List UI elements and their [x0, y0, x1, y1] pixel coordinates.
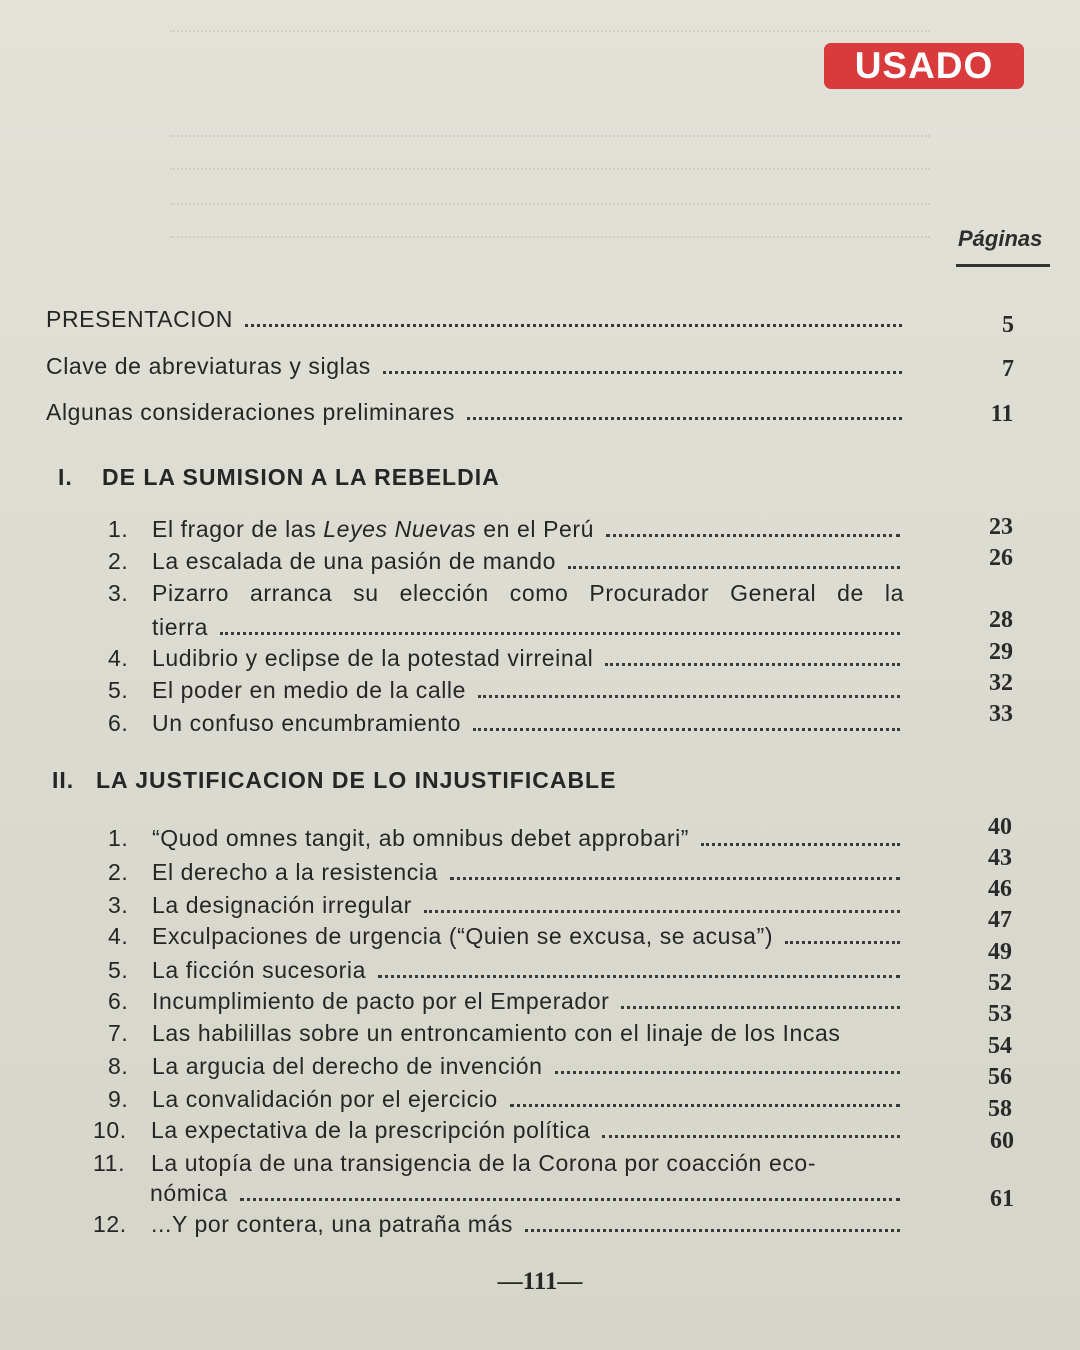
entry-title-part: en el Perú [476, 516, 595, 542]
toc-entry [108, 988, 904, 1015]
toc-page-number: 26 [989, 545, 1013, 571]
entry-title: El poder en medio de la calle [152, 677, 467, 703]
toc-page-number: 54 [988, 1033, 1012, 1059]
dot-leader [240, 1198, 900, 1201]
toc-page-number: 60 [990, 1128, 1014, 1154]
toc-entry-presentacion [46, 306, 906, 333]
toc-page-number: 5 [1002, 312, 1014, 338]
entry-number: 1. [108, 516, 129, 542]
entry-number: 3. [108, 580, 129, 606]
dot-leader [606, 534, 900, 537]
toc-entry [108, 892, 904, 919]
entry-title: ...Y por contera, una patraña más [151, 1211, 514, 1237]
entry-number: 5. [108, 957, 129, 983]
toc-entry [108, 548, 904, 575]
toc-page-number: 40 [988, 814, 1012, 840]
toc-entry-clave [46, 353, 906, 380]
dot-leader [383, 371, 902, 374]
toc-page-number: 33 [989, 701, 1013, 727]
entry-number: 7. [108, 1020, 129, 1046]
entry-number: 8. [108, 1053, 129, 1079]
toc-entry [93, 1211, 904, 1238]
toc-entry [108, 1086, 904, 1113]
entry-number: 2. [108, 548, 129, 574]
entry-title [152, 516, 594, 543]
chapter-numeral: I. [58, 464, 73, 490]
entry-title: Pizarro arranca su elección como Procurador General de la [152, 580, 904, 606]
entry-title: Ludibrio y eclipse de la potestad virreinal [152, 645, 594, 671]
entry-number: 4. [108, 645, 129, 671]
dot-leader [510, 1104, 900, 1107]
toc-entry [108, 957, 904, 984]
toc-page-number: 49 [988, 939, 1012, 965]
toc-entry-continuation [150, 1180, 904, 1207]
dot-leader [621, 1006, 900, 1009]
entry-number: 11. [93, 1150, 126, 1176]
toc-entry [108, 1053, 904, 1080]
entry-title-continuation: nómica [150, 1180, 228, 1206]
entry-title: La ficción sucesoria [152, 957, 366, 983]
chapter-title: DE LA SUMISION A LA REBELDIA [102, 464, 500, 490]
toc-page-number: 53 [988, 1001, 1012, 1027]
pages-column-label: Páginas [958, 226, 1043, 251]
dot-leader [378, 975, 900, 978]
entry-number: 4. [108, 923, 129, 949]
dot-leader [602, 1135, 900, 1138]
entry-title: La designación irregular [152, 892, 412, 918]
toc-page-number: 61 [990, 1186, 1014, 1212]
toc-page-number: 47 [988, 907, 1012, 933]
dot-leader [424, 910, 900, 913]
entry-number: 1. [108, 825, 129, 851]
bleed-through-texture [60, 0, 1060, 250]
entry-number: 9. [108, 1086, 129, 1112]
chapter-heading-1 [58, 464, 500, 491]
toc-entry [108, 825, 904, 852]
chapter-heading-2 [52, 767, 616, 794]
toc-page-number: 46 [988, 876, 1012, 902]
toc-entry [108, 580, 904, 607]
dot-leader [701, 843, 900, 846]
entry-number: 6. [108, 988, 129, 1014]
used-badge: USADO [824, 43, 1024, 89]
toc-entry [108, 516, 904, 543]
toc-page-number: 32 [989, 670, 1013, 696]
dot-leader [220, 632, 900, 635]
folio-page-number: —111— [497, 1268, 583, 1295]
entry-title: Un confuso encumbramiento [152, 710, 462, 736]
toc-page-number: 52 [988, 970, 1012, 996]
dot-leader [450, 877, 900, 880]
entry-number: 5. [108, 677, 129, 703]
pages-column-underline [956, 264, 1050, 267]
toc-entry-consideraciones [46, 399, 906, 426]
toc-entry [108, 710, 904, 737]
toc-entry [108, 859, 904, 886]
toc-page-number: 56 [988, 1064, 1012, 1090]
entry-number: 2. [108, 859, 129, 885]
entry-title: “Quod omnes tangit, ab omnibus debet approbari” [152, 825, 690, 851]
toc-entry-title: Clave de abreviaturas y siglas [46, 353, 371, 379]
toc-page-number: 29 [989, 639, 1013, 665]
dot-leader [478, 695, 900, 698]
dot-leader [473, 728, 900, 731]
entry-number: 3. [108, 892, 129, 918]
dot-leader [245, 324, 902, 327]
toc-entry [108, 923, 904, 950]
entry-title: La convalidación por el ejercicio [152, 1086, 498, 1112]
dot-leader [605, 663, 900, 666]
entry-number: 10. [93, 1117, 127, 1143]
toc-entry [93, 1150, 904, 1177]
toc-page-number: 23 [989, 514, 1013, 540]
toc-page-number: 11 [990, 401, 1014, 427]
toc-page-number: 7 [1002, 356, 1014, 382]
toc-entry [108, 677, 904, 704]
entry-title-italic: Leyes Nuevas [323, 516, 477, 542]
toc-page-number: 43 [988, 845, 1012, 871]
dot-leader [467, 417, 902, 420]
toc-entry-continuation [152, 614, 904, 641]
entry-title-continuation: tierra [152, 614, 209, 640]
toc-entry [108, 645, 904, 672]
entry-title: El derecho a la resistencia [152, 859, 438, 885]
toc-entry [93, 1117, 904, 1144]
dot-leader [525, 1229, 900, 1232]
entry-title: La utopía de una transigencia de la Corona por coacción eco- [151, 1150, 817, 1176]
entry-title: Exculpaciones de urgencia (“Quien se excusa, se acusa”) [152, 923, 774, 949]
entry-title: Las habilillas sobre un entroncamiento con el linaje de los Incas [152, 1020, 841, 1046]
entry-title: Incumplimiento de pacto por el Emperador [152, 988, 610, 1014]
dot-leader [785, 941, 900, 944]
entry-title: La escalada de una pasión de mando [152, 548, 557, 574]
toc-page-number: 28 [989, 607, 1013, 633]
chapter-title: LA JUSTIFICACION DE LO INJUSTIFICABLE [96, 767, 617, 793]
chapter-numeral: II. [52, 767, 75, 793]
entry-title-part: El fragor de las [152, 516, 324, 542]
entry-number: 6. [108, 710, 129, 736]
toc-entry [108, 1020, 904, 1047]
entry-number: 12. [93, 1211, 127, 1237]
entry-title: La expectativa de la prescripción política [151, 1117, 591, 1143]
toc-entry-title: Algunas consideraciones preliminares [46, 399, 455, 425]
dot-leader [568, 566, 900, 569]
toc-page-number: 58 [988, 1096, 1012, 1122]
dot-leader [555, 1071, 900, 1074]
toc-entry-title: PRESENTACION [46, 306, 233, 332]
entry-title: La argucia del derecho de invención [152, 1053, 543, 1079]
